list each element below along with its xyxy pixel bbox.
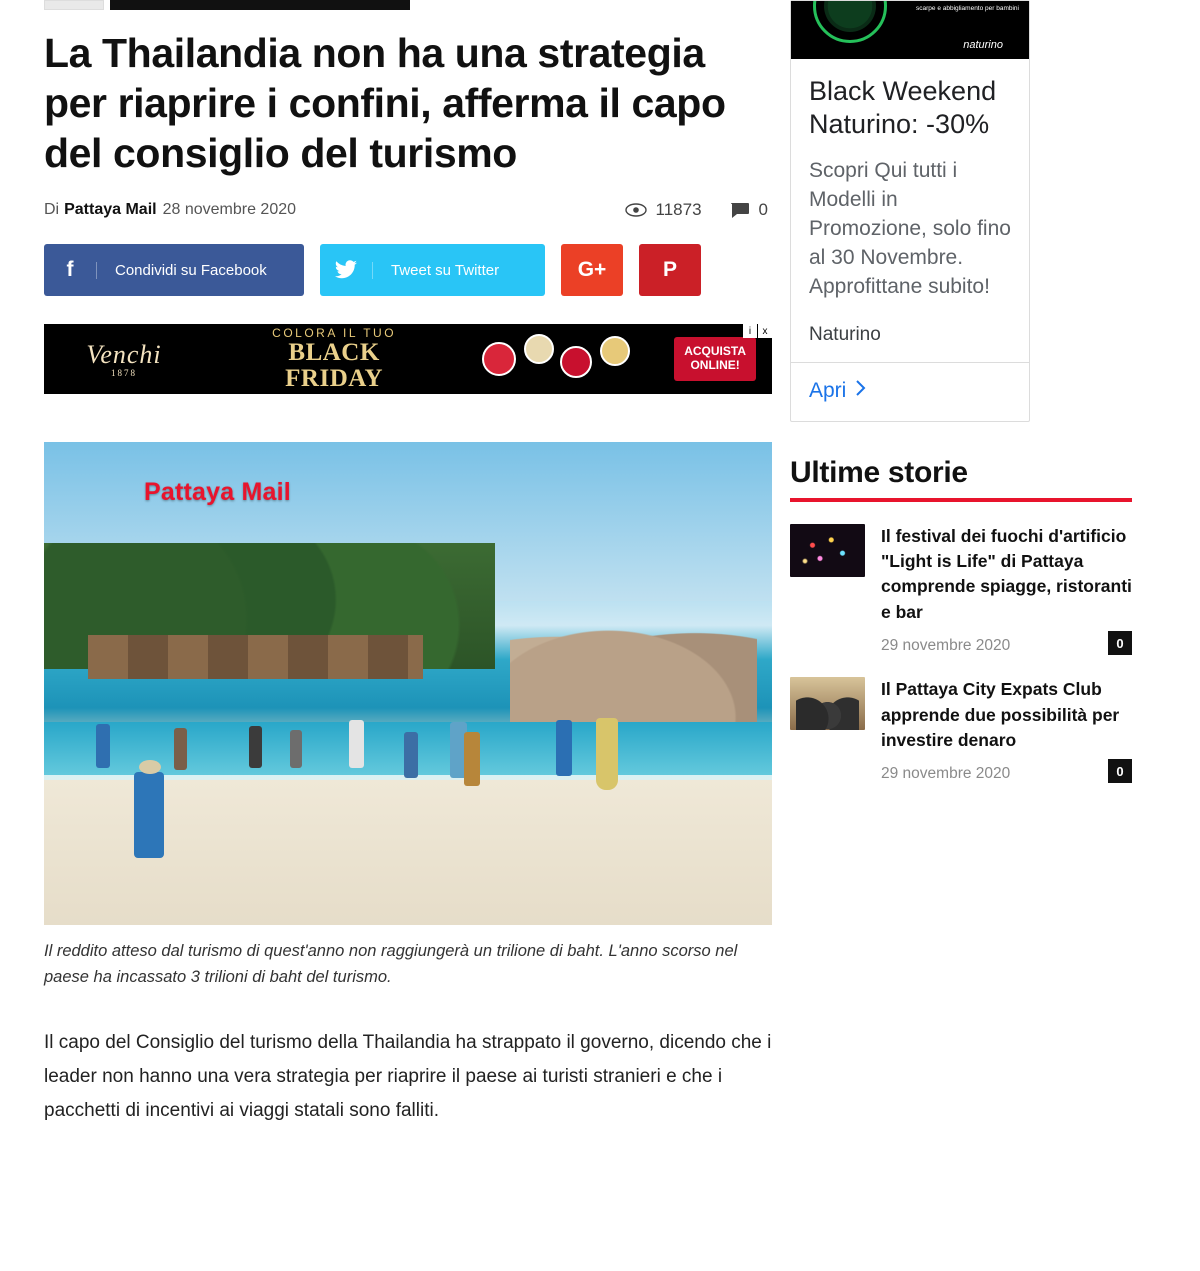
sidebar-advertisement[interactable]: [790, 0, 1030, 422]
article-metrics: [625, 200, 790, 220]
latest-stories-title: Ultime storie: [790, 455, 968, 489]
sidebar-ad-brand: Naturino: [809, 323, 881, 345]
ad-brand-logo: [44, 340, 204, 378]
eye-icon: [625, 203, 647, 217]
comment-count-value: 0: [758, 200, 768, 220]
category-strip: [44, 0, 790, 10]
sidebar-ad-image: [791, 1, 1029, 59]
ad-copy: [204, 326, 464, 393]
article-body-paragraph: Il capo del Consiglio del turismo della Thailandia ha strappato il governo, dicendo che i leader non hanno una vera strategia per riaprire il paese ai turisti stranieri e che i pacchetti di incentivi ai viaggi statali sono falliti.: [44, 1032, 772, 1121]
story-date: 29 novembre 2020: [881, 637, 1011, 655]
facebook-icon: f: [66, 258, 74, 282]
twitter-icon: [320, 260, 372, 280]
share-buttons: [44, 244, 790, 296]
list-item[interactable]: [790, 524, 1132, 656]
comment-icon: [730, 202, 750, 218]
article-image-block: [44, 442, 772, 990]
author-link[interactable]: Pattaya Mail: [64, 201, 157, 219]
ad-corner-controls: [742, 324, 772, 338]
ad-line-1: COLORA IL TUO: [272, 325, 397, 340]
close-icon[interactable]: x: [758, 324, 772, 338]
category-pill-secondary[interactable]: [44, 0, 104, 10]
sidebar-ad-open-link[interactable]: [791, 363, 1029, 421]
view-count: [625, 200, 702, 220]
sidebar-ad-image-logo: naturino: [963, 39, 1003, 51]
banner-advertisement[interactable]: [44, 324, 772, 394]
publish-date: 28 novembre 2020: [162, 201, 297, 219]
sidebar-ad-body: [791, 59, 1029, 346]
share-pinterest-button[interactable]: [639, 244, 701, 296]
ad-line-3: FRIDAY: [285, 365, 384, 393]
sidebar-ad-image-text: scarpe e abbigliamento per bambini: [916, 5, 1019, 12]
story-title[interactable]: Il festival dei fuochi d'artificio "Light is Life" di Pattaya comprende spiagge, ristoranti e bar: [881, 525, 1132, 622]
article-image: [44, 442, 772, 925]
status-badge: 0: [1108, 631, 1132, 655]
view-count-value: 11873: [655, 200, 702, 220]
byline-prefix: Di: [44, 201, 60, 219]
ad-ornament-image: [464, 324, 674, 394]
image-roofs: [88, 635, 423, 678]
pinterest-icon: P: [662, 258, 677, 282]
latest-stories-section: [790, 456, 1132, 502]
image-caption: Il reddito atteso dal turismo di quest'anno non raggiungerà un trilione di baht. L'anno scorso nel paese ha incassato 3 trilioni di baht del turismo.: [44, 942, 738, 986]
share-facebook-label: Condividi su Facebook: [96, 262, 289, 279]
share-googleplus-button[interactable]: [561, 244, 623, 296]
list-item[interactable]: [790, 677, 1132, 783]
story-title[interactable]: Il Pattaya City Expats Club apprende due possibilità per investire denaro: [881, 679, 1120, 750]
image-watermark: Pattaya Mail: [144, 478, 291, 507]
story-thumbnail[interactable]: [790, 524, 865, 577]
share-twitter-label: Tweet su Twitter: [372, 262, 521, 279]
byline: [44, 200, 790, 220]
ad-brand-name: Venchi: [86, 340, 162, 370]
story-content: [881, 677, 1132, 783]
ad-cta-line-2: ONLINE!: [690, 358, 740, 373]
story-content: [881, 524, 1132, 656]
ad-badge-icon: [813, 1, 887, 43]
story-date: 29 novembre 2020: [881, 765, 1011, 783]
comment-count[interactable]: [730, 200, 768, 220]
sidebar-ad-open-label: Apri: [809, 378, 847, 402]
share-twitter-button[interactable]: [320, 244, 545, 296]
adchoices-icon[interactable]: i: [743, 324, 757, 338]
status-badge: 0: [1108, 759, 1132, 783]
story-thumbnail[interactable]: [790, 677, 865, 730]
ad-cta-button[interactable]: [674, 337, 756, 381]
sidebar: [790, 0, 1200, 1147]
google-plus-icon: G+: [577, 258, 607, 282]
category-pill-primary[interactable]: [110, 0, 410, 10]
sidebar-ad-description: Scopri Qui tutti i Modelli in Promozione, solo fino al 30 Novembre. Approfittane subito!: [809, 158, 1011, 298]
page-title: La Thailandia non ha una strategia per riaprire i confini, afferma il capo del consiglio del turismo: [44, 30, 726, 177]
sidebar-ad-title: Black Weekend Naturino: -30%: [809, 76, 997, 139]
share-facebook-button[interactable]: [44, 244, 304, 296]
ad-cta-line-1: ACQUISTA: [684, 344, 746, 359]
latest-stories-rule: [790, 498, 1132, 502]
chevron-right-icon: [854, 379, 868, 403]
ad-brand-year: 1878: [111, 368, 137, 379]
ad-line-2: BLACK: [288, 338, 380, 366]
